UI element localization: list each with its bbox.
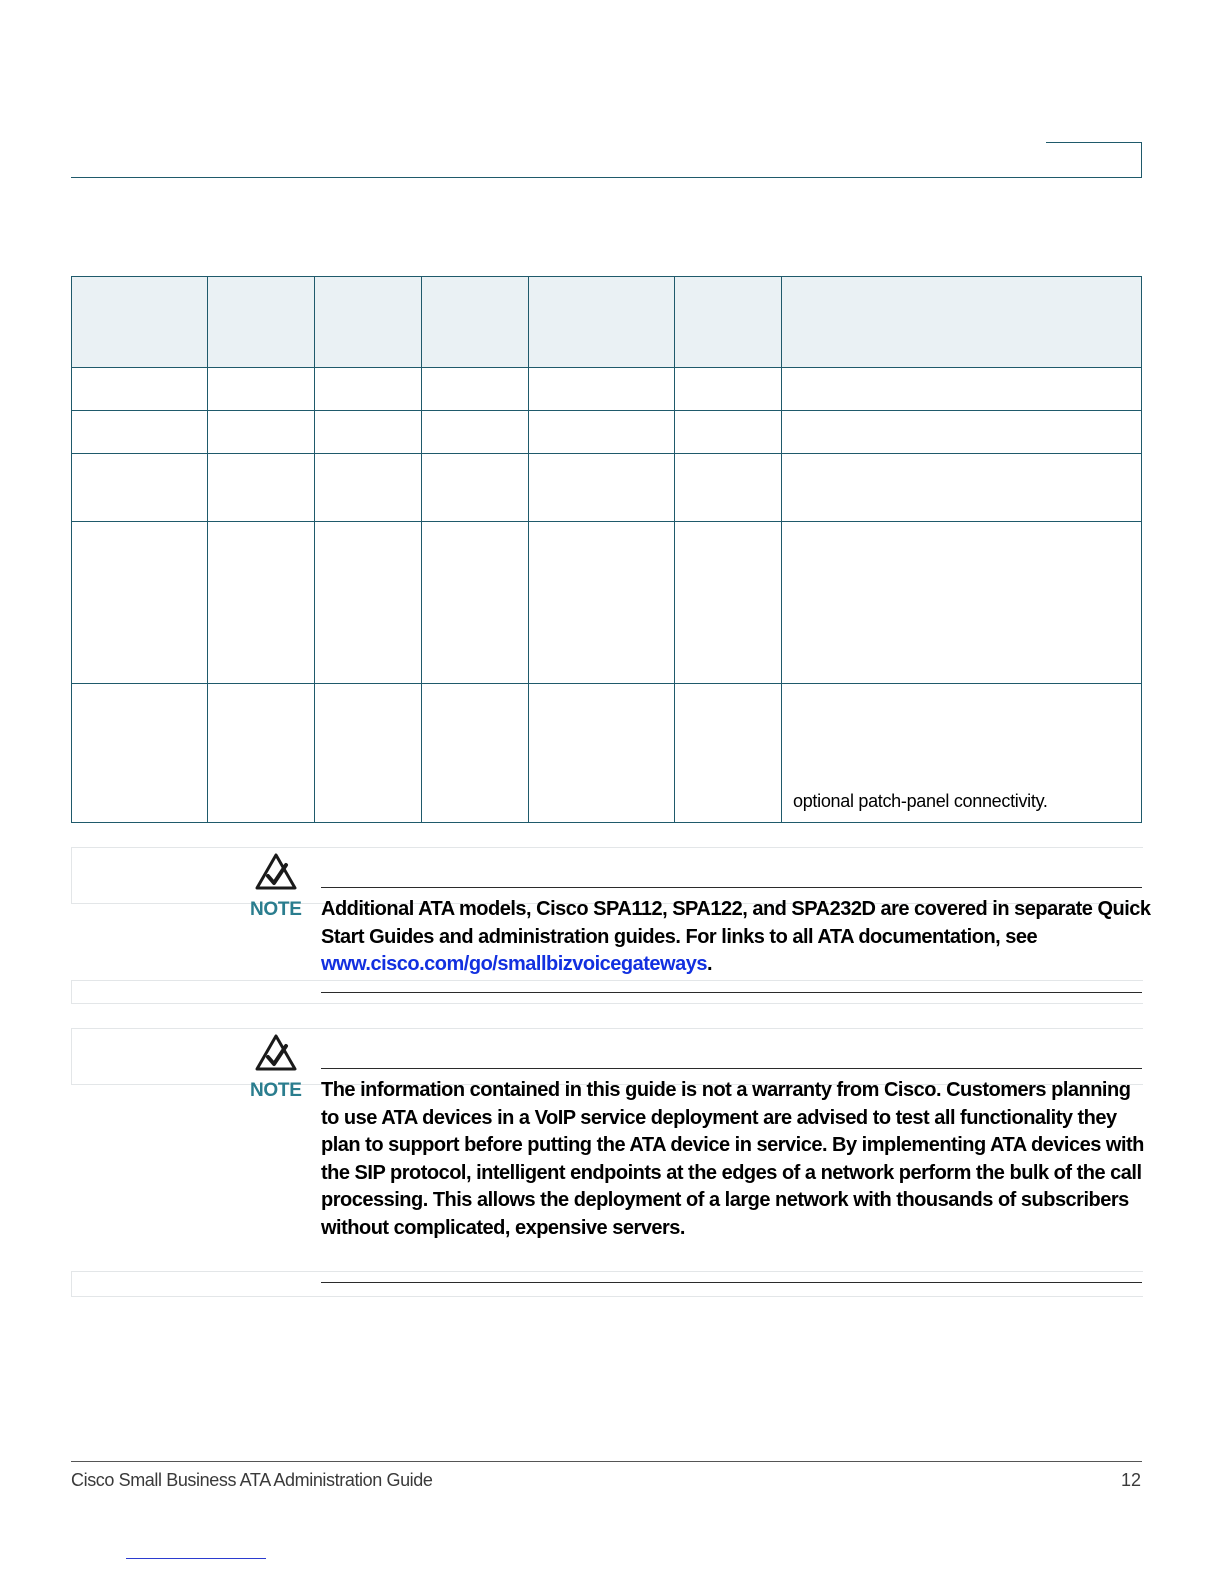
header-cell [529,277,675,368]
checkmark-triangle-icon [255,1034,297,1072]
table-row [72,684,1142,823]
table-cell [208,684,315,823]
note-bottom-rule [321,992,1142,993]
header-cell [675,277,782,368]
header-cell [422,277,529,368]
header-rule [71,177,1142,178]
table-cell [315,454,422,522]
table-cell [675,522,782,684]
table-cell [72,411,208,454]
table-row [72,454,1142,522]
checkmark-triangle-icon [255,853,297,891]
table-cell [208,522,315,684]
footer-rule [71,1461,1142,1462]
table-cell [675,411,782,454]
table-cell [675,454,782,522]
note-text [321,896,1151,979]
header-cell [208,277,315,368]
table-cell [529,411,675,454]
table-row [72,411,1142,454]
table-cell [315,411,422,454]
header-tab-box [1046,142,1142,178]
footnote-link-underline [126,1558,266,1559]
table-cell-description: optional patch-panel connectivity. [782,684,1142,823]
table-cell [208,368,315,411]
table-cell [782,411,1142,454]
table-cell [72,454,208,522]
note-top-rule [321,887,1142,888]
table-cell [675,368,782,411]
table-cell [208,454,315,522]
table-cell [72,684,208,823]
table-cell [72,522,208,684]
footer-page-number: 12 [1120,1470,1141,1490]
table-cell [422,411,529,454]
note-text-body: Additional ATA models, Cisco SPA112, SPA122, and SPA232D are covered in separate Quick Start Guides and administration guides. For links to all ATA documentation, see [321,898,1151,948]
note-label: NOTE [250,899,302,920]
table-cell [675,684,782,823]
table-cell [782,368,1142,411]
table-cell [72,368,208,411]
note-top-rule [321,1068,1142,1069]
table-cell [422,522,529,684]
note-text: The information contained in this guide is not a warranty from Cisco. Customers planning to use ATA devices in a VoIP service deployment are advised to test all functionality they plan to support before putting the ATA device in service. By implementing ATA devices with the SIP protocol, intelligent endpoints at the edges of a network perform the bulk of the call processing. This allows the deployment of a large network with thousands of subscribers without complicated, expensive servers. [321,1079,1144,1239]
table-cell [529,684,675,823]
header-cell [782,277,1142,368]
table-cell [208,411,315,454]
table-header-row [72,277,1142,368]
table-row [72,368,1142,411]
table-cell [315,684,422,823]
smallbiz-voice-gateways-link[interactable]: www.cisco.com/go/smallbizvoicegateways [321,953,707,975]
table-cell [529,454,675,522]
table-cell [315,522,422,684]
note-bottom-rule [321,1282,1142,1283]
table-cell [529,368,675,411]
header-cell [315,277,422,368]
note-text-end: . [706,953,713,975]
table-cell [422,454,529,522]
table-cell [529,522,675,684]
table-cell [782,522,1142,684]
table-row [72,522,1142,684]
table-cell [782,454,1142,522]
footer-guide-title: Cisco Small Business ATA Administration Guide [71,1470,433,1490]
note-label: NOTE [250,1080,302,1101]
header-cell [72,277,208,368]
table-cell [422,368,529,411]
note-footer-band [71,1271,1143,1297]
table-cell [315,368,422,411]
table-cell [422,684,529,823]
ata-models-table [71,276,1142,823]
